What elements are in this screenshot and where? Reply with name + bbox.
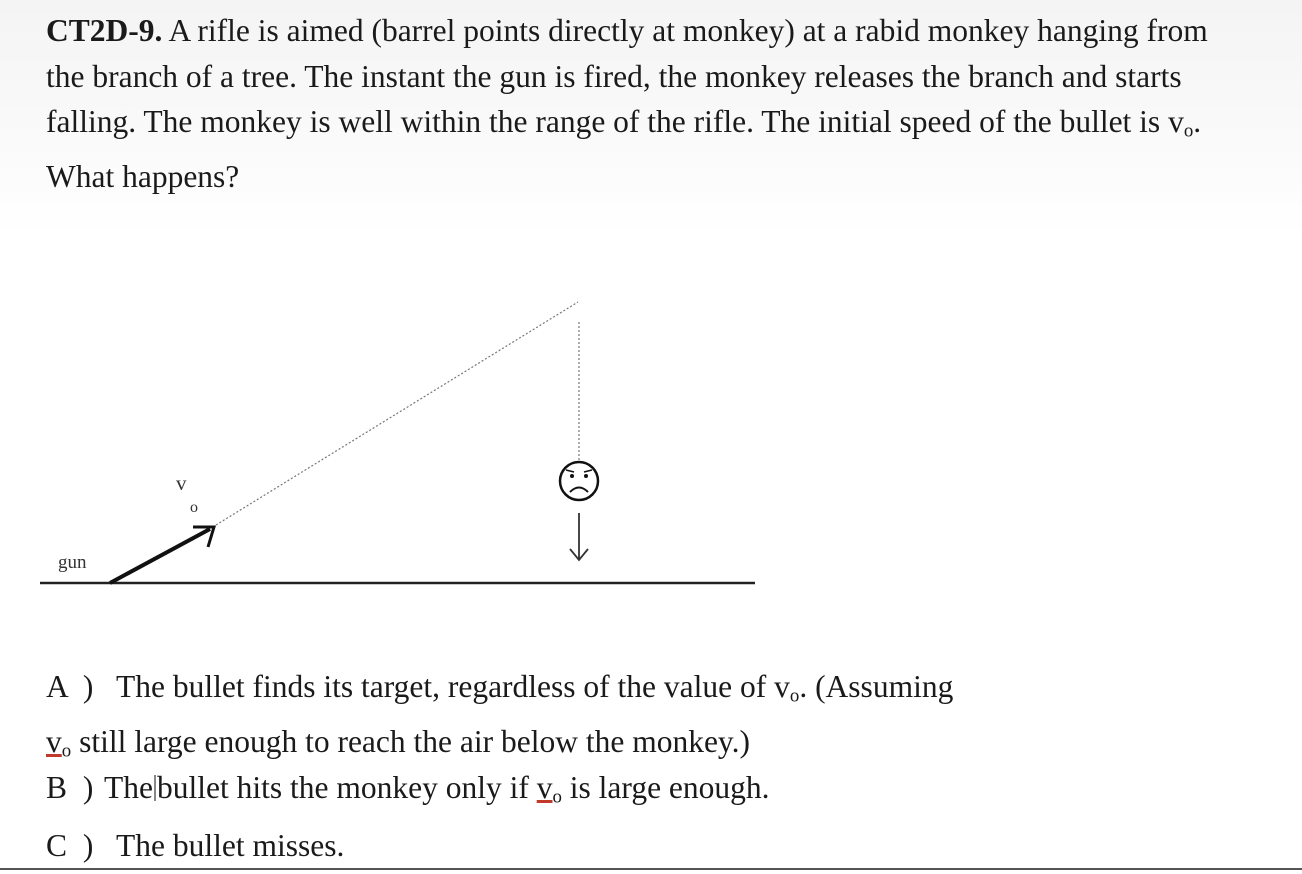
velocity-label: v: [176, 471, 187, 495]
choice-a-text-continued: still large enough to reach the air below the monkey.): [71, 723, 750, 759]
choice-b-text: bullet hits the monkey only if: [156, 770, 537, 805]
velocity-symbol: $v_o$: [536, 770, 562, 808]
choice-b[interactable]: B ) The bullet hits the monkey only if $v_o$ is large enough.: [46, 765, 1266, 820]
velocity-symbol: $v_o$: [46, 723, 72, 762]
velocity-arrow: [110, 527, 214, 583]
choice-a[interactable]: A ) The bullet finds its target, regardless of the value of $v_o$. (Assuming $v_o$ still large enough to reach the air below the monkey.): [46, 664, 1266, 773]
question-id: CT2D-9.: [46, 13, 163, 48]
velocity-label-subscript: o: [190, 499, 198, 516]
choice-c-text: The bullet misses.: [116, 828, 345, 863]
velocity-symbol: $v_o$: [774, 669, 800, 707]
question-end: . What happens?: [46, 104, 1202, 195]
gun-label: gun: [58, 552, 87, 573]
falling-arrow: [570, 513, 588, 560]
choice-a-letter: A ): [46, 669, 98, 704]
choice-b-letter: B ): [46, 770, 98, 805]
aim-line: [216, 302, 578, 525]
question-body: A rifle is aimed (barrel points directly at monkey) at a rabid monkey hanging from the branch of a tree. The instant the gun is fired, the monkey releases the branch and starts falling. The monkey is well within the range of the rifle. The initial speed of the bullet is: [46, 13, 1208, 139]
bottom-divider: [0, 868, 1302, 870]
choice-a-text: The bullet finds its target, regardless of the value of: [116, 669, 775, 704]
velocity-symbol: $v_o$: [1168, 104, 1194, 142]
sad-face-icon: [560, 462, 598, 500]
choice-c-letter: C ): [46, 828, 98, 863]
choice-c[interactable]: [46, 823, 1266, 868]
text-cursor-icon: [154, 775, 156, 801]
